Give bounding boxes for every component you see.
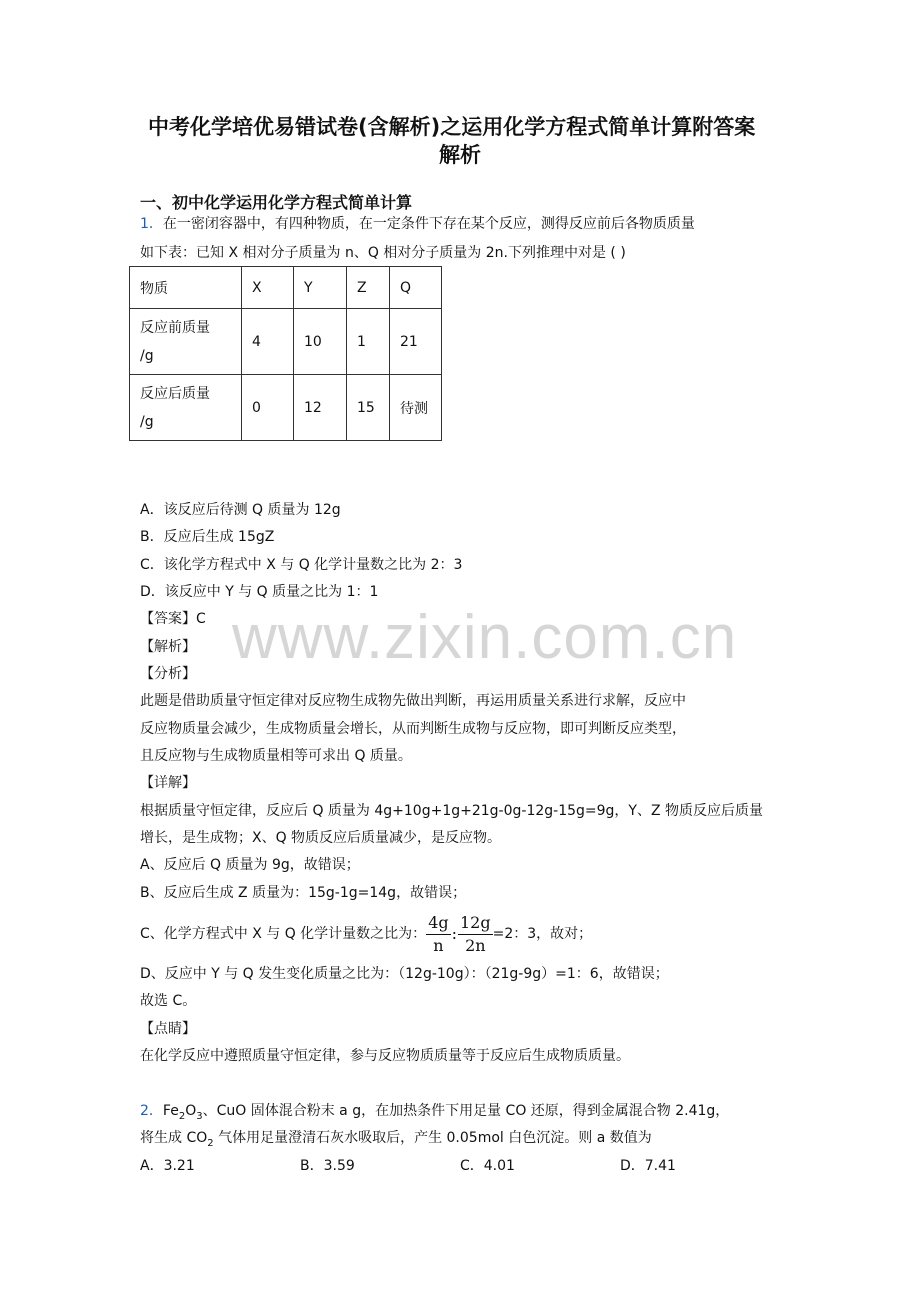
question-number: 2． <box>140 1103 163 1119</box>
q2-option-c: C．4.01 <box>460 1158 515 1174</box>
table-row <box>130 375 442 441</box>
table-cell: 物质 <box>130 267 242 309</box>
option-b: B．反应后生成 15gZ <box>140 529 275 545</box>
doc-title-line1: 中考化学培优易错试卷(含解析)之运用化学方程式简单计算附答案 <box>148 115 756 139</box>
choose-line: 故选 C。 <box>140 993 197 1009</box>
table-cell: 待测 <box>390 375 442 441</box>
detail-line3: A、反应后 Q 质量为 9g，故错误； <box>140 857 360 873</box>
analysis-line2: 反应物质量会减少，生成物质量会增长，从而判断生成物与反应物，即可判断反应类型， <box>140 721 686 737</box>
question-1-stem-line2: 如下表：已知 X 相对分子质量为 n、Q 相对分子质量为 2n.下列推理中对是 ( ) <box>140 245 626 261</box>
table-cell: Z <box>347 267 390 309</box>
table-header-row <box>130 267 442 309</box>
answer-label: 【答案】C <box>140 611 206 627</box>
table-cell: Q <box>390 267 442 309</box>
tip-line: 在化学反应中遵照质量守恒定律，参与反应物质质量等于反应后生成物质质量。 <box>140 1048 630 1064</box>
detail-line-d: D、反应中 Y 与 Q 发生变化质量之比为：（12g-10g）：（21g-9g）=1：6，故错误； <box>140 966 669 982</box>
table-cell: Y <box>294 267 347 309</box>
q2-option-b: B．3.59 <box>300 1158 355 1174</box>
question-2-line1: 2．$Fe_2O_3$、CuO 固体混合粉末 a g，在加热条件下用足量 CO 还原，得到金属混合物 2.41g， <box>140 1103 730 1122</box>
detail-line4: B、反应后生成 Z 质量为：15g-1g=14g，故错误； <box>140 885 467 901</box>
detail-line2: 增长，是生成物；X、Q 物质反应后质量减少，是反应物。 <box>140 830 502 846</box>
table-cell: 反应前质量 /g <box>130 309 242 375</box>
detail-line1: 根据质量守恒定律，反应后 Q 质量为 4g+10g+1g+21g-0g-12g-15g=9g，Y、Z 物质反应后质量 <box>140 803 764 819</box>
option-d: D．该反应中 Y 与 Q 质量之比为 1：1 <box>140 584 379 600</box>
dianjing-label: 【点睛】 <box>140 1021 196 1037</box>
option-c: C．该化学方程式中 X 与 Q 化学计量数之比为 2：3 <box>140 557 463 573</box>
doc-title-line2: 解析 <box>439 143 481 167</box>
table-row <box>130 309 442 375</box>
mass-table <box>129 266 442 441</box>
table-cell: 21 <box>390 309 442 375</box>
table-cell: 0 <box>242 375 294 441</box>
table-cell: 10 <box>294 309 347 375</box>
xiangjie-label: 【详解】 <box>140 775 196 791</box>
q2-option-d: D．7.41 <box>620 1158 676 1174</box>
option-a: A．该反应后待测 Q 质量为 12g <box>140 502 341 518</box>
watermark: www.zixin.com.cn <box>232 603 738 672</box>
section-heading: 一、初中化学运用化学方程式简单计算 <box>140 193 413 212</box>
table-cell: X <box>242 267 294 309</box>
question-number: 1． <box>140 216 163 232</box>
table-cell: 反应后质量 /g <box>130 375 242 441</box>
analysis-line1: 此题是借助质量守恒定律对反应物生成物先做出判断，再运用质量关系进行求解，反应中 <box>140 693 686 709</box>
table-cell: 4 <box>242 309 294 375</box>
question-1-stem-line1: 1．在一密闭容器中，有四种物质，在一定条件下存在某个反应，测得反应前后各物质质量 <box>140 216 695 232</box>
table-cell: 15 <box>347 375 390 441</box>
fraction-12g-2n: $\frac{12g}{2n}$ <box>460 912 491 955</box>
q2-option-a: A．3.21 <box>140 1158 195 1174</box>
analysis-line3: 且反应物与生成物质量相等可求出 Q 质量。 <box>140 748 412 764</box>
jiexi-label: 【解析】 <box>140 639 196 655</box>
table-cell: 12 <box>294 375 347 441</box>
ratio-line: C、化学方程式中 X 与 Q 化学计量数之比为： $\frac{4g}{n}$ : $\frac{12g}{2n}$ =2：3，故对； <box>140 912 593 955</box>
fenxi-label: 【分析】 <box>140 666 196 682</box>
fraction-4g-n: $\frac{4g}{n}$ <box>428 912 449 955</box>
question-2-line2: 将生成 $CO_2$ 气体用足量澄清石灰水吸取后，产生 0.05mol 白色沉淀。则 a 数值为 <box>140 1130 652 1149</box>
table-cell: 1 <box>347 309 390 375</box>
